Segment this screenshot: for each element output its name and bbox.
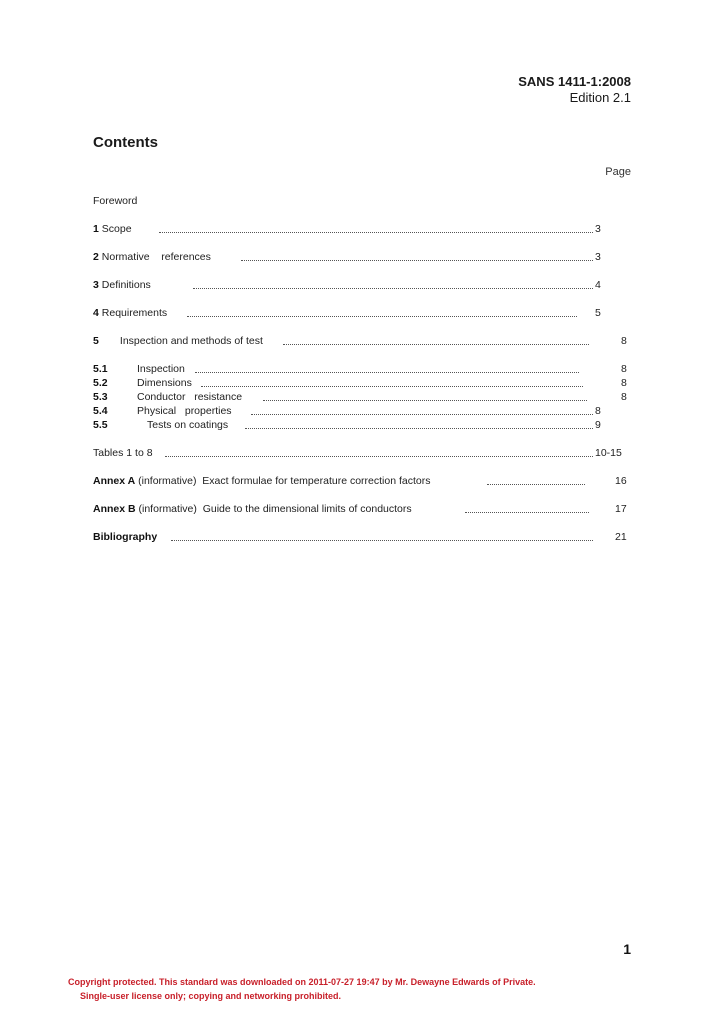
dot-leader xyxy=(245,427,593,429)
toc-subentry-label: Dimensions xyxy=(137,377,192,389)
edition-label: Edition 2.1 xyxy=(569,90,631,105)
toc-bibliography-page: 21 xyxy=(615,531,627,543)
dot-leader xyxy=(283,343,589,345)
toc-subentry-page: 8 xyxy=(621,377,627,389)
toc-subentry-number: 5.2 xyxy=(93,377,108,389)
toc-entry-page: 5 xyxy=(595,307,601,319)
copyright-notice-line2: Single-user license only; copying and networking prohibited. xyxy=(80,991,342,1001)
dot-leader xyxy=(187,315,577,317)
toc-entry-page: 4 xyxy=(595,279,601,291)
toc-entry-number: 3 xyxy=(93,279,99,291)
toc-subentry-conductor-resistance[interactable] xyxy=(93,390,631,404)
toc-annex-label: (informative) Exact formulae for temperature correction factors xyxy=(138,475,431,487)
toc-entry-annex-b[interactable] xyxy=(93,502,631,516)
toc-subentry-dimensions[interactable] xyxy=(93,376,631,390)
dot-leader xyxy=(159,231,593,233)
toc-subentry-number: 5.4 xyxy=(93,405,108,417)
toc-subentry-label: Conductor resistance xyxy=(137,391,243,403)
toc-entry-label: Requirements xyxy=(101,307,168,319)
toc-entry-normative-references[interactable] xyxy=(93,250,631,264)
dot-leader xyxy=(263,399,587,401)
toc-subentry-label: Inspection xyxy=(137,363,185,375)
toc-entry-label: Inspection and methods of test xyxy=(119,335,263,347)
copyright-notice-line1: Copyright protected. This standard was downloaded on 2011-07-27 19:47 by Mr. Dewayne Edwards of Private. xyxy=(68,977,536,987)
page-number: 1 xyxy=(623,941,631,957)
toc-entry-page: 3 xyxy=(595,223,601,235)
toc-entry-bibliography[interactable] xyxy=(93,530,631,544)
toc-entry-number: 4 xyxy=(93,307,99,319)
dot-leader xyxy=(193,287,593,289)
toc-entry-tables[interactable] xyxy=(93,446,631,460)
toc-entry-number: 1 xyxy=(93,223,99,235)
toc-entry-label: Definitions xyxy=(101,279,151,291)
toc-entry-page: 8 xyxy=(621,335,627,347)
toc-subentry-label: Physical properties xyxy=(137,405,232,417)
toc-entry-requirements[interactable] xyxy=(93,306,631,320)
toc-subentry-page: 9 xyxy=(595,419,601,431)
dot-leader xyxy=(165,455,593,457)
toc-foreword[interactable] xyxy=(93,194,631,208)
toc-subentry-tests-on-coatings[interactable] xyxy=(93,418,631,432)
toc-entry-label: Tables 1 to 8 xyxy=(93,447,153,459)
contents-title: Contents xyxy=(93,134,158,151)
dot-leader xyxy=(195,371,579,373)
toc-foreword-label: Foreword xyxy=(93,195,138,207)
dot-leader xyxy=(171,539,593,541)
toc-annex-number: Annex A xyxy=(93,475,136,487)
toc-annex-page: 17 xyxy=(615,503,627,515)
dot-leader xyxy=(241,259,593,261)
dot-leader xyxy=(487,483,585,485)
toc-subentry-inspection[interactable] xyxy=(93,362,631,376)
dot-leader xyxy=(251,413,593,415)
toc-bibliography-label: Bibliography xyxy=(93,531,158,543)
toc-entry-label: Scope xyxy=(101,223,132,235)
toc-annex-page: 16 xyxy=(615,475,627,487)
toc-entry-page: 10-15 xyxy=(595,447,622,459)
toc-annex-number: Annex B xyxy=(93,503,136,515)
page-column-header: Page xyxy=(605,166,631,178)
toc-entry-number: 5 xyxy=(93,335,99,347)
toc-entry-label: Normative references xyxy=(101,251,211,263)
toc-entry-page: 3 xyxy=(595,251,601,263)
toc-subentry-number: 5.3 xyxy=(93,391,108,403)
toc-subentry-number: 5.1 xyxy=(93,363,108,375)
standard-number: SANS 1411-1:2008 xyxy=(518,74,631,89)
toc-subentry-page: 8 xyxy=(595,405,601,417)
toc-entry-number: 2 xyxy=(93,251,99,263)
toc-entry-inspection-methods[interactable] xyxy=(93,334,631,348)
toc-entry-scope[interactable] xyxy=(93,222,631,236)
dot-leader xyxy=(465,511,589,513)
toc-subentry-page: 8 xyxy=(621,363,627,375)
toc-subentry-number: 5.5 xyxy=(93,419,108,431)
toc-entry-annex-a[interactable] xyxy=(93,474,631,488)
toc-entry-definitions[interactable] xyxy=(93,278,631,292)
toc-subentry-page: 8 xyxy=(621,391,627,403)
toc-subentry-physical-properties[interactable] xyxy=(93,404,631,418)
toc-subentry-label: Tests on coatings xyxy=(147,419,229,431)
dot-leader xyxy=(201,385,583,387)
toc-annex-label: (informative) Guide to the dimensional limits of conductors xyxy=(138,503,412,515)
